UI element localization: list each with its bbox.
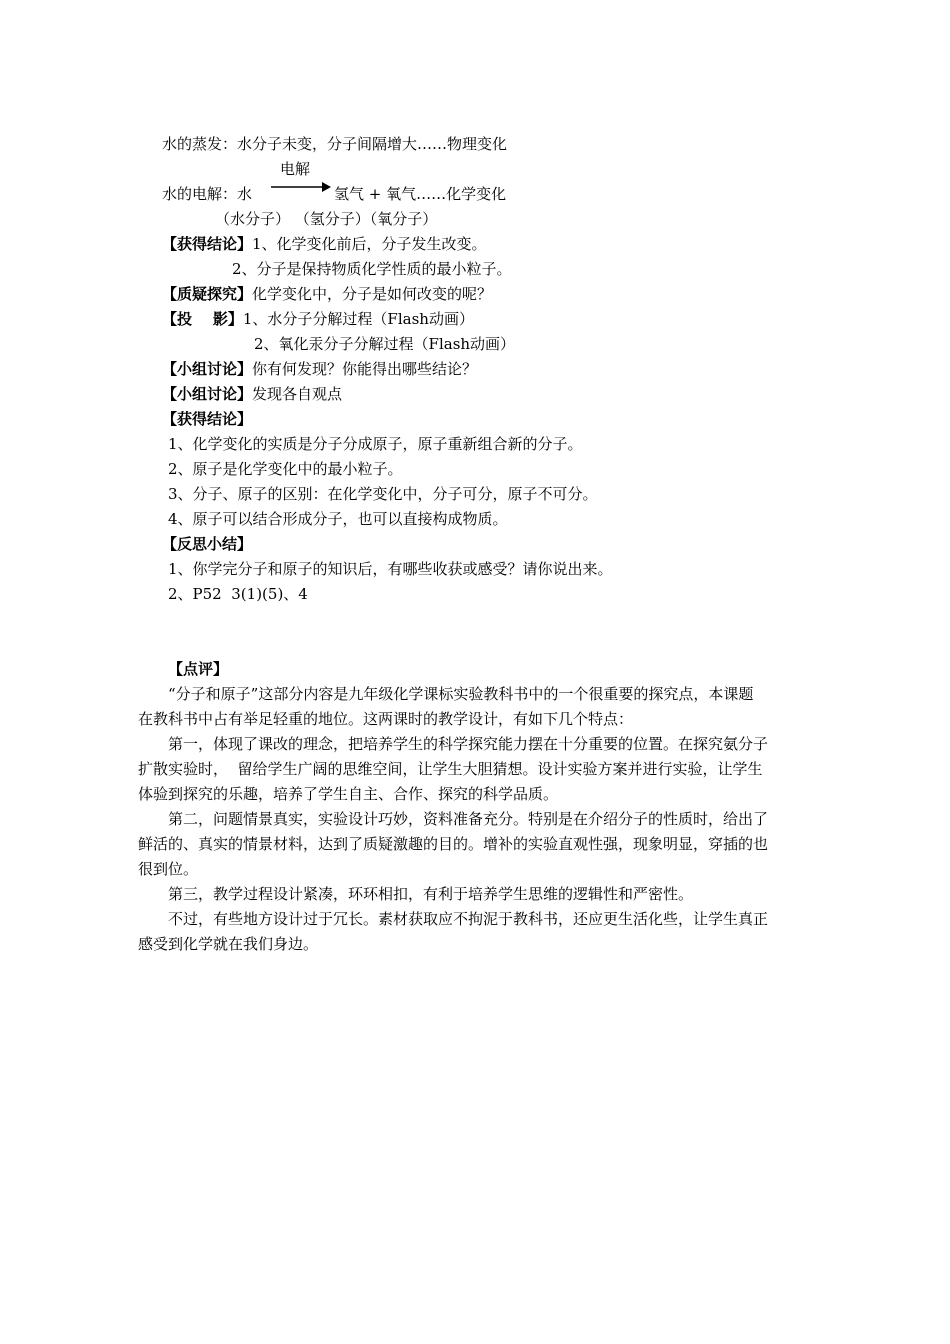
question-row <box>162 284 492 304</box>
conclusion-2-item-1: 1、化学变化的实质是分子分成原子，原子重新组合新的分子。 <box>168 435 583 453</box>
electrolysis-prefix: 水的电解：水 <box>162 185 253 203</box>
reflection-item-1: 1、你学完分子和原子的知识后，有哪些收获或感受？请你说出来。 <box>168 560 613 578</box>
discussion-1-label: 【小组讨论】 <box>162 360 253 378</box>
discussion-1-text: 你有何发现？你能得出哪些结论？ <box>252 360 478 378</box>
projection-item-1: 1、水分子分解过程（Flash动画） <box>242 310 474 328</box>
discussion-2-label: 【小组讨论】 <box>162 385 253 403</box>
review-line-2: 在教科书中占有举足轻重的地位。这两课时的教学设计，有如下几个特点： <box>138 710 634 728</box>
projection-item-2: 2、氧化汞分子分解过程（Flash动画） <box>254 335 516 353</box>
review-line-10: 不过，有些地方设计过于冗长。素材获取应不拘泥于教科书，还应更生活化些，让学生真正 <box>168 910 769 928</box>
conclusion-2-item-2: 2、原子是化学变化中的最小粒子。 <box>168 460 403 478</box>
reflection-item-2: 2、P52 3(1)(5)、4 <box>168 585 308 603</box>
review-line-6: 第二，问题情景真实，实验设计巧妙，资料准备充分。特别是在介绍分子的性质时，给出了 <box>168 810 769 828</box>
electrolysis-molecules: （水分子） （氢分子）（氧分子） <box>215 210 438 228</box>
conclusion-1-label: 【获得结论】 <box>162 235 253 253</box>
conclusion-2-label: 【获得结论】 <box>162 410 253 428</box>
review-line-3: 第一，体现了课改的理念，把培养学生的科学探究能力摆在十分重要的位置。在探究氨分子 <box>168 735 769 753</box>
conclusion-1-item-2: 2、分子是保持物质化学性质的最小粒子。 <box>232 260 512 278</box>
discussion-2-text: 发现各自观点 <box>252 385 343 403</box>
projection-row <box>162 309 474 329</box>
discussion-2-row <box>162 384 342 404</box>
review-line-5: 体验到探究的乐趣，培养了学生自主、合作、探究的科学品质。 <box>138 785 559 803</box>
electrolysis-products: 氢气 + 氧气……化学变化 <box>334 185 507 203</box>
evaporation-line: 水的蒸发：水分子未变，分子间隔增大……物理变化 <box>162 135 508 153</box>
reaction-arrow-icon <box>270 180 332 194</box>
reflection-label: 【反思小结】 <box>162 535 253 553</box>
review-label: 【点评】 <box>168 660 229 678</box>
discussion-1-row <box>162 359 477 379</box>
question-text: 化学变化中，分子是如何改变的呢？ <box>252 285 493 303</box>
projection-label: 【投 影】 <box>162 310 243 328</box>
review-line-9: 第三，教学过程设计紧凑，环环相扣，有利于培养学生思维的逻辑性和严密性。 <box>168 885 694 903</box>
review-line-1: “分子和原子”这部分内容是九年级化学课标实验教科书中的一个很重要的探究点，本课题 <box>168 685 754 703</box>
review-line-7: 鲜活的、真实的情景材料，达到了质疑激趣的目的。增补的实验直观性强，现象明显，穿插的也 <box>138 835 769 853</box>
question-label: 【质疑探究】 <box>162 285 253 303</box>
review-line-8: 很到位。 <box>138 860 199 878</box>
conclusion-1-item-1: 1、化学变化前后，分子发生改变。 <box>252 235 487 253</box>
conclusion-2-item-4: 4、原子可以结合形成分子，也可以直接构成物质。 <box>168 510 508 528</box>
review-line-4: 扩散实验时， 留给学生广阔的思维空间，让学生大胆猜想。设计实验方案并进行实验，让学生 <box>138 760 763 778</box>
conclusion-1-row <box>162 234 487 254</box>
review-line-11: 感受到化学就在我们身边。 <box>138 935 319 953</box>
electrolysis-condition: 电解 <box>280 160 311 178</box>
conclusion-2-item-3: 3、分子、原子的区别：在化学变化中，分子可分，原子不可分。 <box>168 485 598 503</box>
